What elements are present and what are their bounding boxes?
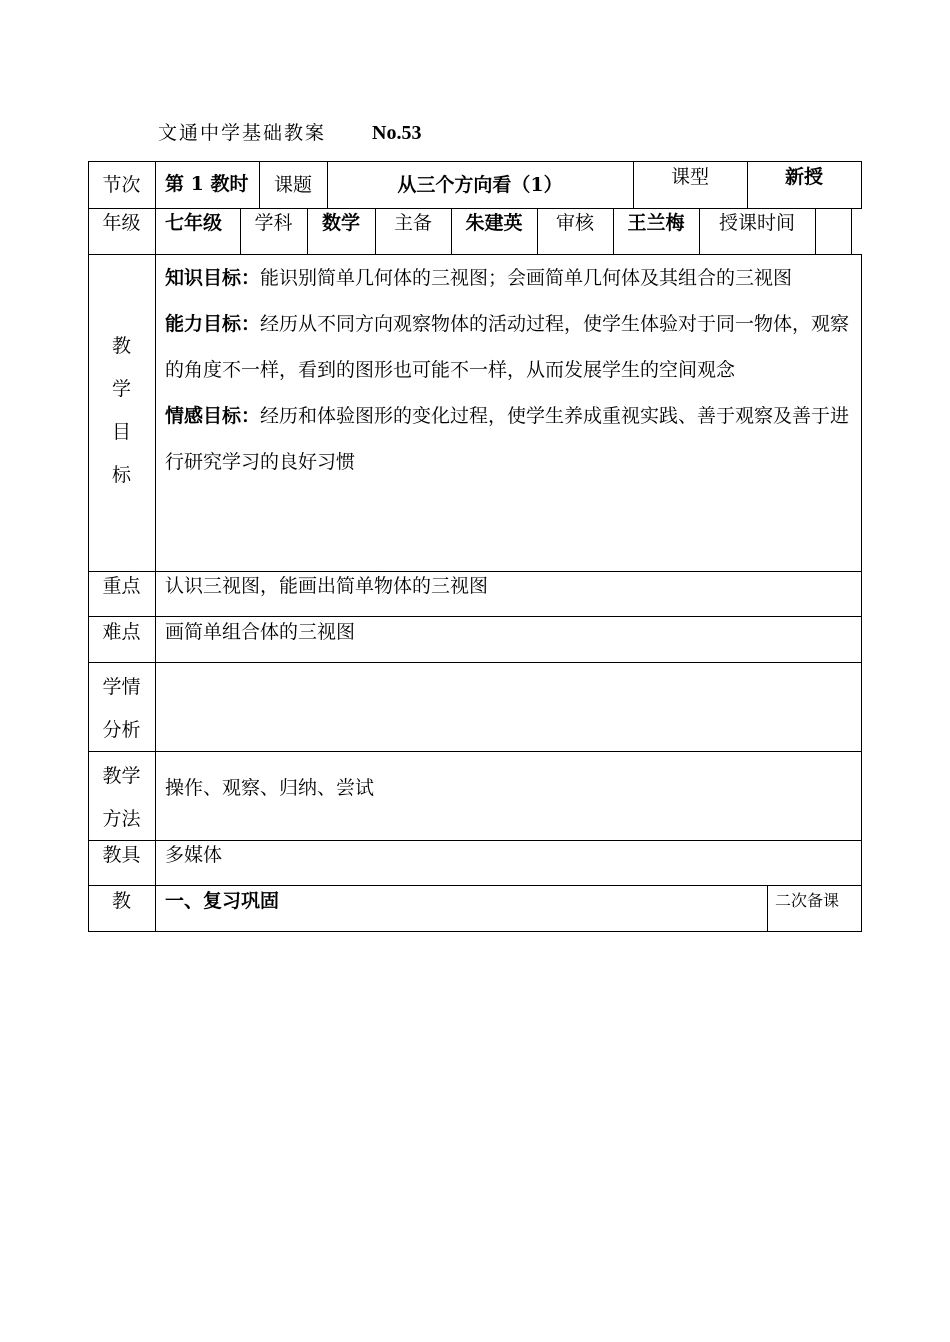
difficulty-text: 画简单组合体的三视图 [165, 621, 356, 643]
emotion-goal-text: 经历和体验图形的变化过程，使学生养成重视实践、善于观察及善于进行研究学习的良好习惯 [165, 405, 850, 473]
review-label: 审核 [555, 212, 594, 234]
subject-value: 数学 [321, 212, 360, 234]
method-label-line: 方法 [102, 808, 141, 830]
grade-label: 年级 [102, 212, 141, 234]
tools-text: 多媒体 [165, 844, 223, 866]
goals-label-char: 目 [111, 421, 131, 443]
lesson-number: No.53 [372, 122, 422, 144]
row-divider [88, 662, 862, 663]
table-border-right-row2 [851, 208, 852, 254]
row-divider [88, 616, 862, 617]
goals-label-char: 学 [111, 378, 131, 400]
goals-label-char: 教 [111, 335, 131, 357]
knowledge-goal-label: 知识目标： [165, 267, 261, 289]
cell-divider [815, 208, 816, 254]
goals-content [165, 255, 855, 485]
label-column-divider [155, 161, 156, 932]
row-divider [88, 885, 862, 886]
key-point-label: 重点 [102, 575, 141, 597]
type-value: 新授 [784, 166, 823, 188]
goals-label [88, 325, 155, 497]
teaching-time-label: 授课时间 [718, 212, 795, 234]
review-section-title: 一、复习巩固 [165, 890, 280, 912]
method-label-line: 教学 [102, 765, 141, 787]
lead-label: 主备 [393, 212, 432, 234]
review-value: 王兰梅 [627, 212, 685, 234]
page-header [158, 118, 421, 145]
topic-value: 从三个方向看（1） [397, 174, 563, 196]
type-label: 课型 [670, 166, 709, 188]
emotion-goal-label: 情感目标： [165, 405, 261, 427]
analysis-label-line: 分析 [102, 719, 141, 741]
row-divider [88, 208, 862, 209]
ability-goal-label: 能力目标： [165, 313, 261, 335]
topic-label: 课题 [273, 174, 312, 196]
difficulty-label: 难点 [102, 621, 141, 643]
ability-goal [165, 301, 855, 393]
table-border-right-top [861, 161, 862, 208]
process-label: 教 [111, 890, 131, 912]
analysis-label [88, 666, 155, 752]
lead-value: 朱建英 [465, 212, 523, 234]
key-point-text: 认识三视图，能画出简单物体的三视图 [165, 575, 489, 597]
period-label: 节次 [102, 174, 141, 196]
period-value: 第 1 教时 [165, 173, 249, 195]
row-divider [88, 840, 862, 841]
secondary-prep-note: 二次备课 [775, 891, 840, 910]
school-title: 文通中学基础教案 [158, 122, 327, 144]
subject-label: 学科 [254, 212, 293, 234]
table-border-right [861, 254, 862, 932]
method-text: 操作、观察、归纳、尝试 [165, 777, 375, 799]
grade-value: 七年级 [165, 212, 223, 234]
row-divider [88, 751, 862, 752]
analysis-label-line: 学情 [102, 676, 141, 698]
goals-label-char: 标 [111, 464, 131, 486]
row-divider [88, 571, 862, 572]
emotion-goal [165, 393, 855, 485]
ability-goal-text: 经历从不同方向观察物体的活动过程，使学生体验对于同一物体，观察的角度不一样，看到的图形也可能不一样，从而发展学生的空间观念 [165, 313, 850, 381]
knowledge-goal [165, 255, 855, 301]
tools-label: 教具 [102, 844, 141, 866]
knowledge-goal-text: 能识别简单几何体的三视图；会画简单几何体及其组合的三视图 [260, 267, 793, 289]
cell-divider [767, 885, 768, 931]
table-border-bottom [88, 931, 862, 932]
table-border-top [88, 161, 862, 162]
method-label [88, 755, 155, 841]
